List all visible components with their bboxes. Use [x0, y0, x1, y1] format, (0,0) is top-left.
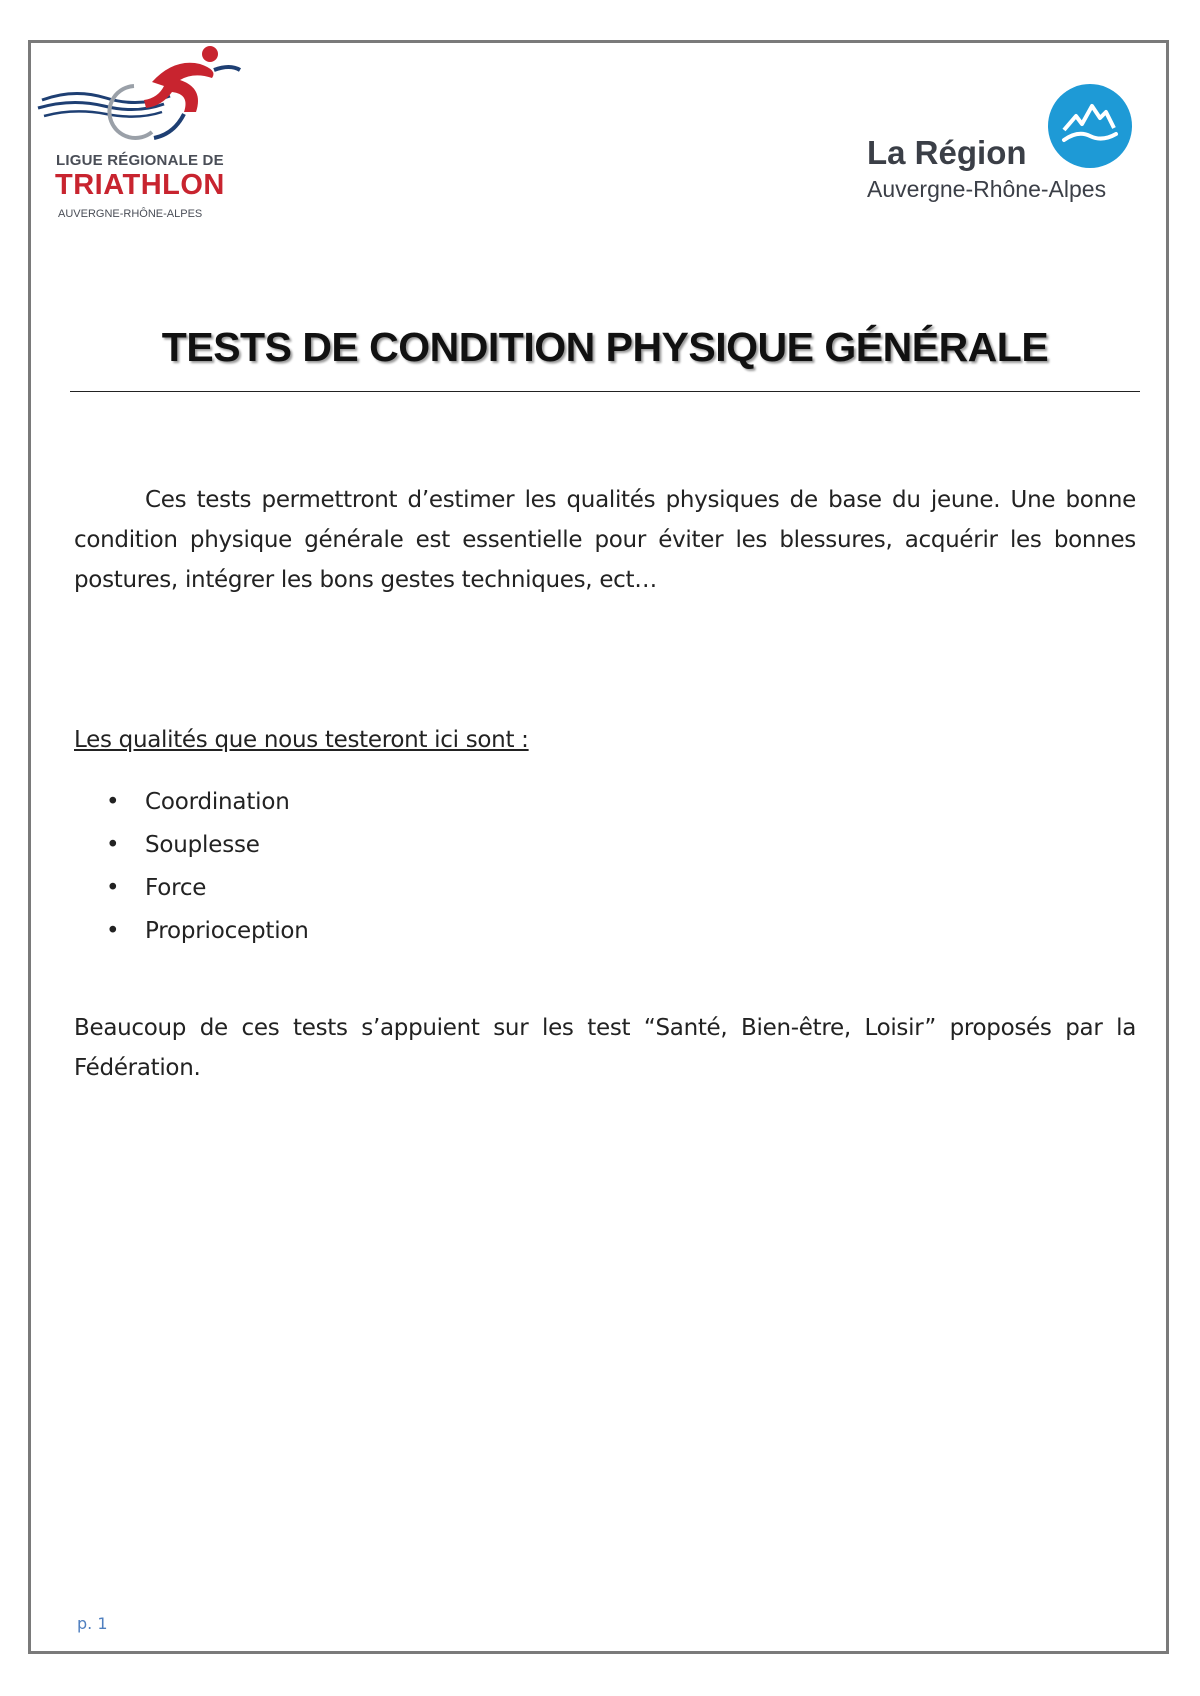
bullet-icon: •: [106, 875, 120, 901]
qualities-heading: Les qualités que nous testeront ici sont :: [74, 727, 529, 753]
logo-line-region: AUVERGNE-RHÔNE-ALPES: [58, 208, 203, 220]
region-logo-subtitle: Auvergne-Rhône-Alpes: [867, 176, 1107, 202]
list-item: [100, 782, 309, 825]
intro-paragraph: Ces tests permettront d’estimer les qualités physiques de base du jeune. Une bonne condition physique générale est essentielle pour éviter les blessures, acquérir les bonnes postures, intégrer les bons gestes techniques, ect…: [74, 487, 1136, 593]
list-item-label: Souplesse: [145, 832, 260, 858]
triathlete-logo-icon: [34, 42, 244, 152]
list-item-label: Coordination: [145, 789, 290, 815]
qualities-list: [100, 782, 309, 954]
bullet-icon: •: [106, 789, 120, 815]
bullet-icon: •: [106, 832, 120, 858]
list-item-label: Force: [145, 875, 207, 901]
title-underline: [70, 391, 1140, 392]
region-logo: [860, 84, 1140, 214]
mountain-badge-icon: [1048, 84, 1132, 168]
ligue-triathlon-logo: [34, 42, 244, 232]
list-item: [100, 911, 309, 954]
closing-paragraph: Beaucoup de ces tests s’appuient sur les test “Santé, Bien-être, Loisir” proposés par la Fédération.: [74, 1015, 1136, 1081]
list-item: [100, 825, 309, 868]
logo-line-triathlon: TRIATHLON: [55, 169, 225, 201]
list-item-label: Proprioception: [145, 918, 309, 944]
list-item: [100, 868, 309, 911]
bullet-icon: •: [106, 918, 120, 944]
region-logo-title: La Région: [867, 134, 1027, 171]
page-title: TESTS DE CONDITION PHYSIQUE GÉNÉRALE: [161, 324, 1049, 370]
logo-line-ligue: LIGUE RÉGIONALE DE: [56, 152, 224, 169]
page-number: p. 1: [77, 1614, 108, 1633]
